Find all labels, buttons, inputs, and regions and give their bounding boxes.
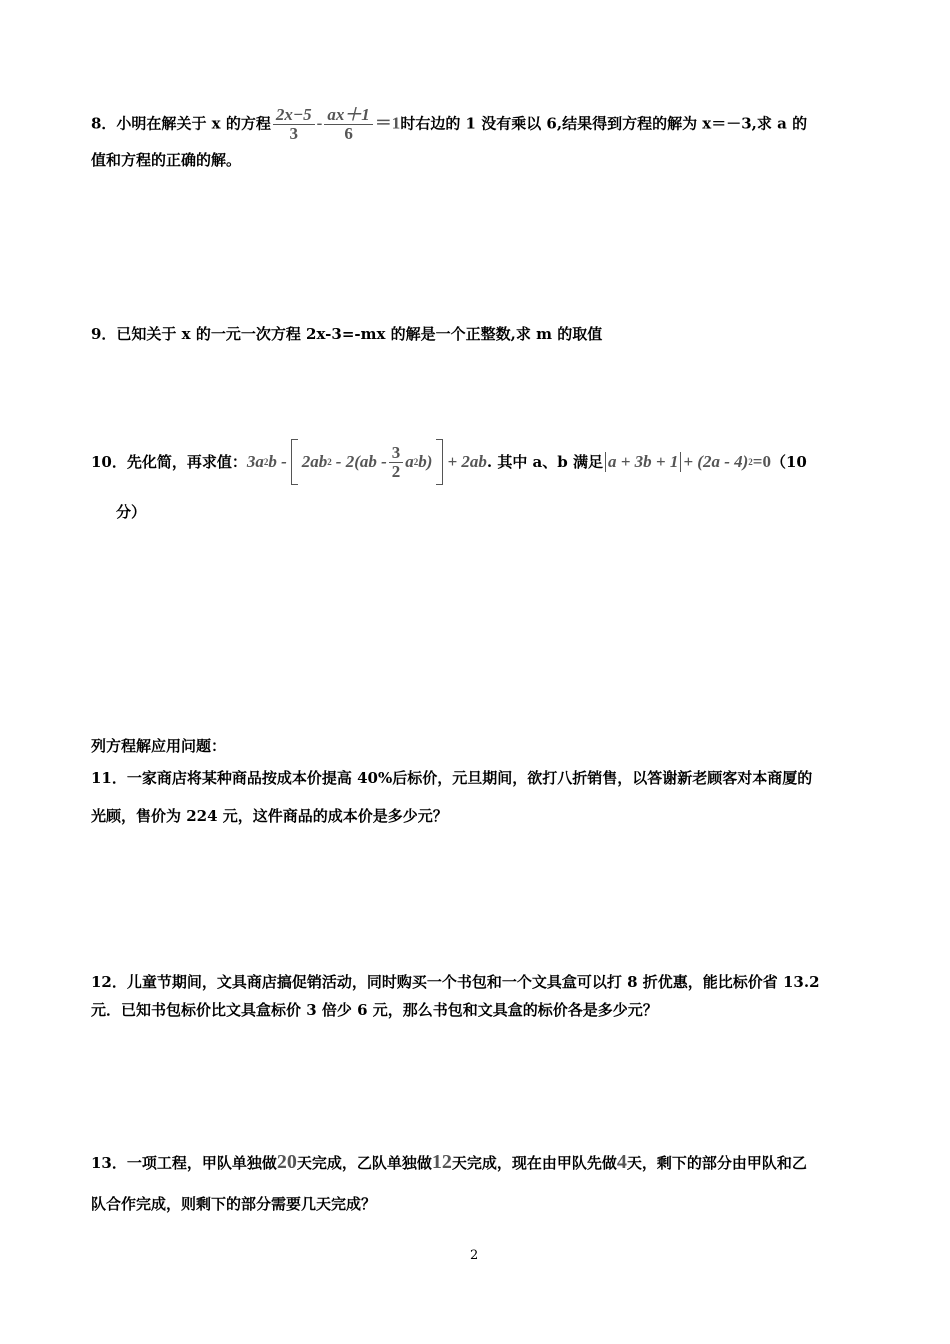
q8-minus: - — [316, 113, 323, 133]
q8-frac1-den: 3 — [289, 124, 298, 143]
q13-num-12: 12 — [431, 1151, 452, 1173]
q10-exp-4: 2 — [748, 457, 753, 467]
q10-abs-left — [605, 452, 606, 472]
q8-frac2-den: 6 — [344, 124, 353, 143]
q10-exp-2: 2 — [327, 457, 332, 467]
q10-expression — [247, 439, 487, 485]
q13-part2: 天完成，乙队单独做 — [296, 1154, 432, 1172]
q12-line1: 12．儿童节期间，文具商店搞促销活动，同时购买一个书包和一个文具盒可以打 8 折优惠，能比标价省 13.2 — [91, 973, 820, 991]
q8-fraction-2 — [324, 106, 373, 143]
q8-line1 — [91, 106, 807, 143]
q10-cond-eq: =0 — [752, 452, 771, 471]
q13-line1 — [91, 1152, 807, 1173]
q11-line1: 11．一家商店将某种商品按成本价提高 40%后标价，元旦期间，欲打八折销售，以答谢新老顾客对本商厦的 — [91, 769, 813, 787]
q8-frac1-num: 2x−5 — [273, 106, 315, 125]
q10-exp-1: 2 — [263, 457, 269, 467]
q9-text: 9．已知关于 x 的一元一次方程 2x-3=-mx 的解是一个正整数,求 m 的取值 — [91, 325, 603, 343]
q10-tail: + 2ab — [447, 452, 487, 471]
q8-line2: 值和方程的正确的解。 — [91, 151, 242, 169]
q10-inner-minus: - 2(ab - — [335, 452, 387, 471]
q10-cond-square: + (2a - 4) — [683, 452, 749, 471]
q10-frac-den: 2 — [391, 461, 401, 481]
q10-score-open: （10 — [770, 453, 807, 471]
q13-num-4: 4 — [616, 1151, 627, 1173]
q10-inner-b: b) — [418, 452, 433, 471]
q13-part4: 天，剩下的部分由甲队和乙 — [626, 1154, 807, 1172]
q10-line1 — [91, 440, 807, 484]
q8-suffix: 时右边的 1 没有乘以 6,结果得到方程的解为 x＝－3,求 a 的 — [400, 114, 808, 133]
page-number: 2 — [470, 1248, 479, 1263]
q8-fraction-1 — [273, 106, 315, 143]
q13-num-20: 20 — [276, 1151, 297, 1173]
q10-abs-right — [680, 452, 681, 472]
q10-inner-a: a — [405, 452, 414, 471]
q10-left-bracket — [291, 439, 298, 485]
q10-term-3a: 3a — [246, 452, 264, 471]
q10-mid: . 其中 a、b 满足 — [486, 453, 603, 471]
q8-frac2-num: ax＋1 — [324, 106, 373, 125]
q10-exp-3: 2 — [413, 457, 419, 467]
q10-frac-num: 3 — [389, 444, 404, 463]
q13-part3: 天完成，现在由甲队先做 — [451, 1154, 617, 1172]
q8-equals: ＝1 — [374, 113, 401, 133]
q10-score-close: 分） — [116, 503, 147, 521]
q10-term-b: b - — [268, 452, 287, 471]
q10-fraction — [389, 444, 404, 481]
q12-line2: 元．已知书包标价比文具盒标价 3 倍少 6 元，那么书包和文具盒的标价各是多少元？ — [91, 1001, 658, 1019]
q13-part1: 13．一项工程，甲队单独做 — [91, 1154, 277, 1172]
section-title: 列方程解应用问题： — [91, 737, 227, 755]
q11-line2: 光顾，售价为 224 元，这件商品的成本价是多少元？ — [91, 807, 448, 825]
q10-inner-2ab: 2ab — [301, 452, 328, 471]
q10-cond-abs: a + 3b + 1 — [608, 452, 679, 471]
q13-line2: 队合作完成，则剩下的部分需要几天完成？ — [91, 1195, 377, 1213]
q10-prefix: 10．先化简，再求值： — [91, 453, 247, 471]
q10-right-bracket — [436, 439, 443, 485]
q8-prefix: 8．小明在解关于 x 的方程 — [91, 114, 271, 133]
q10-condition — [603, 452, 771, 472]
